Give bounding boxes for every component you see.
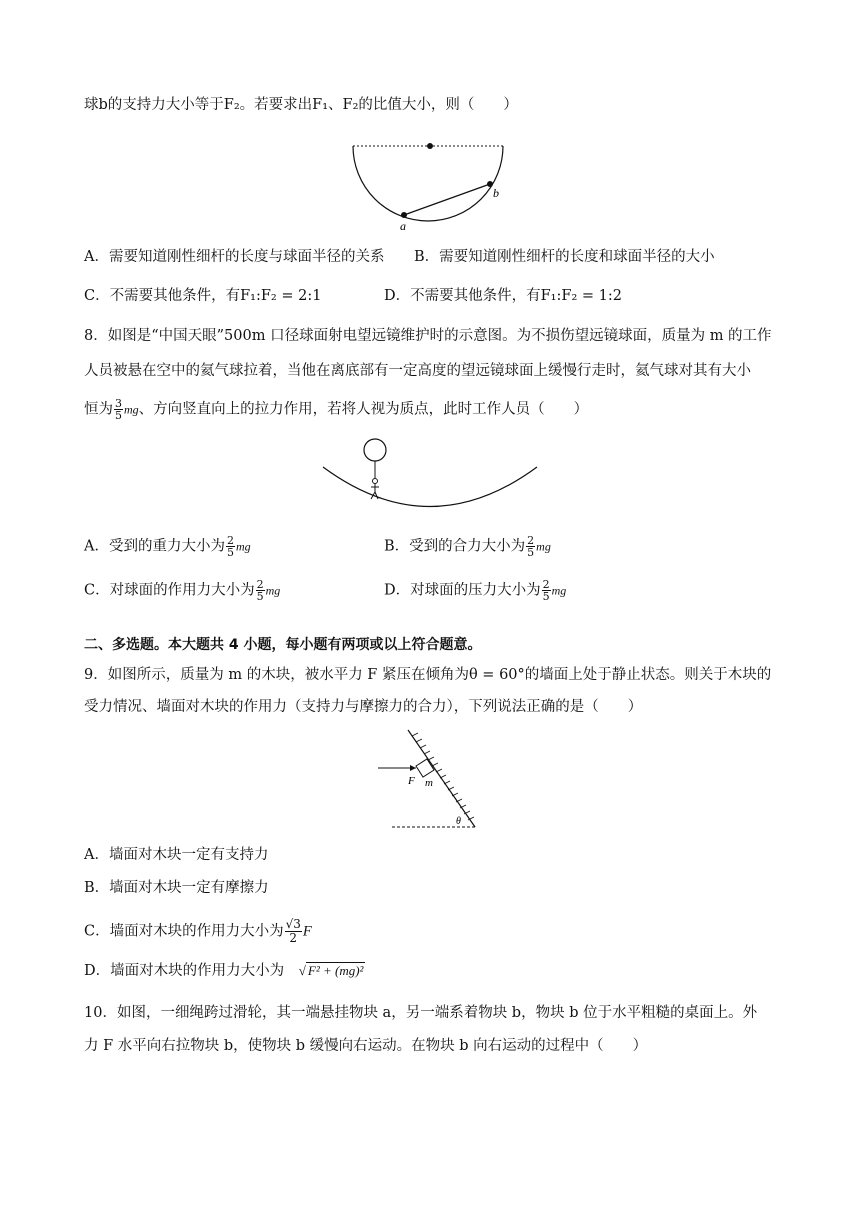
q7-hemisphere-figure [340,138,520,233]
q9-stem-line-2: 受力情况、墙面对木块的作用力（支持力与摩擦力的合力），下列说法正确的是（ ） [84,699,643,715]
label-m: m [425,777,433,789]
label-b: b [493,186,499,200]
q10-stem-line-1: 10．如图，一细绳跨过滑轮，其一端悬挂物块 a，另一端系着物块 b，物块 b 位于水平粗糙的桌面上。外 [84,1005,758,1021]
q7-option-c: C．不需要其他条件，有F₁:F₂ = 2:1 [84,288,322,304]
q8-telescope-figure [320,436,540,516]
q7-option-a: A．需要知道刚性细杆的长度与球面半径的关系 [84,249,385,265]
label-a: a [400,219,406,233]
q8-option-a: A．受到的重力大小为 $\frac{2}{5}$ mg [84,534,251,559]
q7-option-b: B．需要知道刚性细杆的长度和球面半径的大小 [414,249,715,265]
q8-option-d: D．对球面的压力大小为 $\frac{2}{5}$ mg [384,578,567,603]
q8-option-c: C．对球面的作用力大小为 $\frac{2}{5}$ mg [84,578,281,603]
q9-option-a: A．墙面对木块一定有支持力 [84,847,269,863]
q7-stem-line: 球b的支持力大小等于F₂。若要求出F₁、F₂的比值大小，则（ ） [84,97,518,113]
q8-stem-line-1: 8．如图是“中国天眼”500m 口径球面射电望远镜维护时的示意图。为不损伤望远镜球面，质量为 m 的工作 [84,328,772,344]
q8-stem-line-2: 人员被悬在空中的氦气球拉着，当他在离底部有一定高度的望远镜球面上缓慢行走时，氦气球对其有大小 [84,363,751,379]
q10-stem-line-2: 力 F 水平向右拉物块 b，使物块 b 缓慢向右运动。在物块 b 向右运动的过程中（ ） [84,1038,648,1054]
q7-option-d: D．不需要其他条件，有F₁:F₂ = 1:2 [384,288,622,304]
section-heading: 二、多选题。本大题共 4 小题，每小题有两项或以上符合题意。 [84,637,482,653]
label-F: F [408,775,415,787]
q9-option-b: B．墙面对木块一定有摩擦力 [84,880,269,896]
q9-option-d: D．墙面对木块的作用力大小为 √ F² + (mg)² [84,960,365,982]
sqrt-expression: √ F² + (mg)² [298,963,364,978]
q9-stem-line-1: 9．如图所示，质量为 m 的木块，被水平力 F 紧压在倾角为θ = 60°的墙面上处于静止状态。则关于木块的 [84,667,772,683]
q8-option-b: B．受到的合力大小为 $\frac{2}{5}$ mg [384,534,551,559]
label-theta: θ [456,816,461,827]
q8-stem-line-3: 恒为 $\frac{3}{5}$ mg、方向竖直向上的拉力作用，若将人视为质点，此时工作人员（ ） [84,397,589,422]
q9-option-c: C．墙面对木块的作用力大小为 $\frac{√3}{2}$ F [84,917,312,945]
q9-incline-wall-figure [372,724,482,832]
